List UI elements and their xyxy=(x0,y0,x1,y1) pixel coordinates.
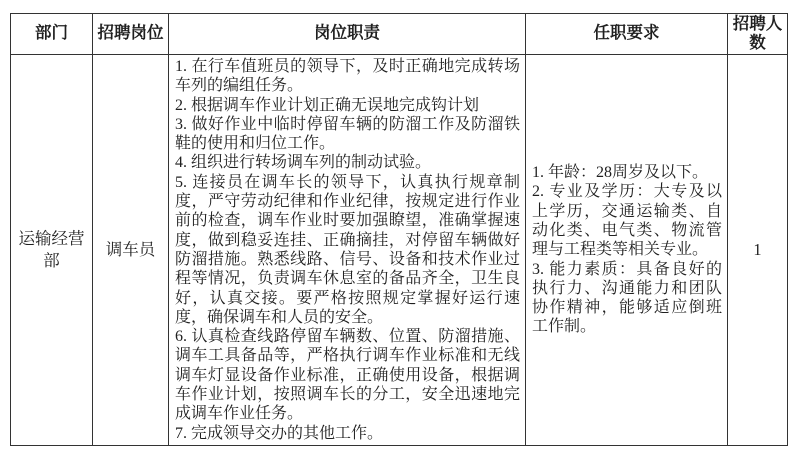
responsibility-item-5: 5. 连接员在调车长的领导下，认真执行规章制度，严守劳动纪律和作业纪律，按规定进行作业前的检查，调车作业时要加强瞭望，准确掌握速度，做到稳妥连挂、正确摘挂，对停留车辆做好防溜措施。熟悉线路、信号、设备和技术作业过程等情况，负责调车休息室的备品齐全，卫生良好，认真交接。要严格按照规定掌握好运行速度，确保调车和人员的安全。 xyxy=(175,173,520,326)
table-header-row xyxy=(11,14,788,55)
responsibility-item-3: 3. 做好作业中临时停留车辆的防溜工作及防溜铁鞋的使用和归位工作。 xyxy=(175,115,520,153)
headcount-cell: 1 xyxy=(728,54,788,445)
header-cell-headcount: 招聘人数 xyxy=(728,14,788,55)
header-cell-responsibilities: 岗位职责 xyxy=(169,14,526,55)
header-cell-requirements: 任职要求 xyxy=(526,14,728,55)
responsibility-item-4: 4. 组织进行转场调车列的制动试验。 xyxy=(175,154,432,172)
requirement-item-3: 3. 能力素质：具备良好的执行力、沟通能力和团队协作精神，能够适应倒班工作制。 xyxy=(532,260,722,336)
requirement-item-1: 1. 年龄：28周岁及以下。 xyxy=(532,164,709,182)
responsibility-item-6: 6. 认真检查线路停留车辆数、位置、防溜措施、调车工具备品等，严格执行调车作业标准和无线调车灯显设备作业标准，正确使用设备，根据调车作业计划，按照调车长的分工，安全迅速地完成调车作业任务。 xyxy=(175,328,520,423)
department-cell: 运输经营部 xyxy=(11,54,93,445)
responsibilities-cell xyxy=(169,54,526,445)
header-cell-department: 部门 xyxy=(11,14,93,55)
responsibility-item-2: 2. 根据调车作业计划正确无误地完成钩计划 xyxy=(175,96,480,114)
responsibility-item-7: 7. 完成领导交办的其他工作。 xyxy=(175,424,384,442)
requirement-item-2: 2. 专业及学历：大专及以上学历，交通运输类、自动化类、电气类、物流管理与工程类等相关专业。 xyxy=(532,183,722,259)
position-cell: 调车员 xyxy=(93,54,169,445)
requirements-cell xyxy=(526,54,728,445)
table-row xyxy=(11,54,788,445)
responsibility-item-1: 1. 在行车值班员的领导下，及时正确地完成转场车列的编组任务。 xyxy=(175,57,520,95)
header-cell-position: 招聘岗位 xyxy=(93,14,169,55)
recruitment-table xyxy=(10,13,788,446)
